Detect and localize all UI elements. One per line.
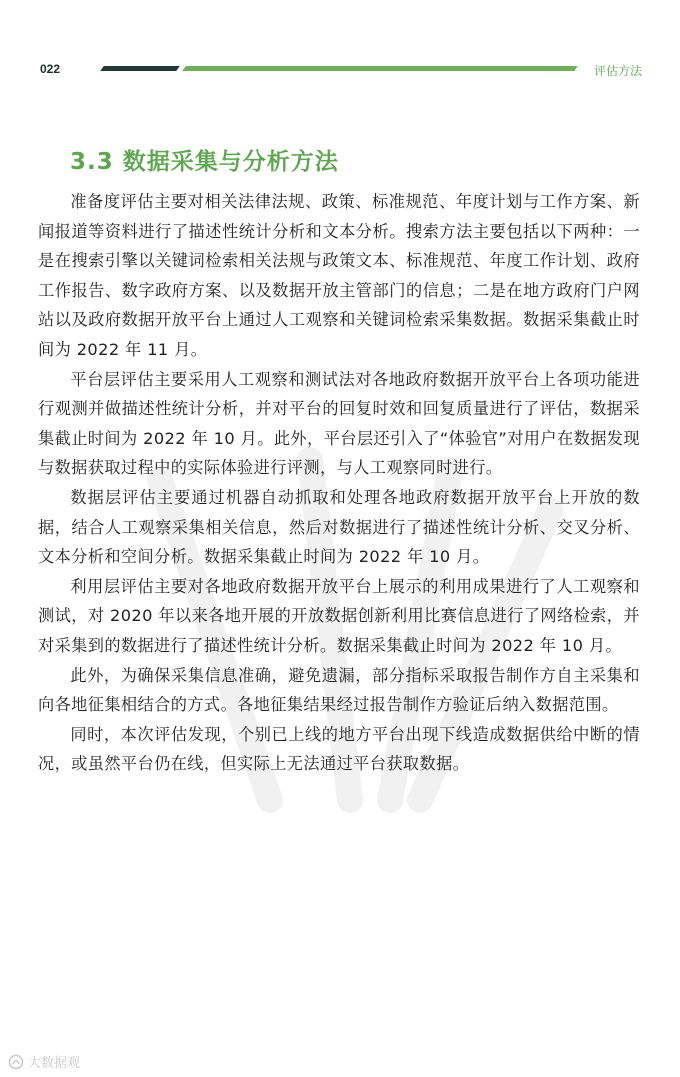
brand-logo-icon <box>8 1054 24 1070</box>
paragraph-findings: 同时，本次评估发现，个别已上线的地方平台出现下线造成数据供给中断的情况，或虽然平台仍在线，但实际上无法通过平台获取数据。 <box>38 724 640 774</box>
paragraph-utilization: 利用层评估主要对各地政府数据开放平台上展示的利用成果进行了人工观察和测试，对 2020 年以来各地开展的开放数据创新利用比赛信息进行了网络检索，并对采集到的数据进行了描述性统计分析。数据采集截止时间为 2022 年 10 月。 <box>38 576 640 655</box>
footer-watermark <box>8 1052 80 1071</box>
paragraph-data: 数据层评估主要通过机器自动抓取和处理各地政府数据开放平台上开放的数据，结合人工观察采集相关信息，然后对数据进行了描述性统计分析、交叉分析、文本分析和空间分析。数据采集截止时间为 2022 年 10 月。 <box>38 487 640 567</box>
header-dark-bar <box>100 66 180 71</box>
body-text <box>38 187 640 779</box>
watermark-text: 大数据观 <box>28 1056 81 1071</box>
page-header <box>0 0 680 90</box>
paragraph-platform: 平台层评估主要采用人工观察和测试法对各地政府数据开放平台上各项功能进行观测并做描述性统计分析，并对平台的回复时效和回复质量进行了评估，数据采集截止时间为 2022 年 10 月。此外，平台层还引入了“体验官”对用户在数据发现与数据获取过程中的实际体验进行评测，与人工观察同时进行。 <box>38 369 640 478</box>
section-tag: 评估方法 <box>593 64 642 78</box>
page-number: 022 <box>40 62 61 76</box>
paragraph-collection: 此外，为确保采集信息准确，避免遗漏，部分指标采取报告制作方自主采集和向各地征集相结合的方式。各地征集结果经过报告制作方验证后纳入数据范围。 <box>38 665 640 715</box>
section-title: 3.3 数据采集与分析方法 <box>70 149 339 175</box>
header-green-bar <box>182 66 578 71</box>
paragraph-readiness: 准备度评估主要对相关法律法规、政策、标准规范、年度计划与工作方案、新闻报道等资料进行了描述性统计分析和文本分析。搜索方法主要包括以下两种：一是在搜索引擎以关键词检索相关法规与政策文本、标准规范、年度工作计划、政府工作报告、数字政府方案、以及数据开放主管部门的信息；二是在地方政府门户网站以及政府数据开放平台上通过人工观察和关键词检索采集数据。数据采集截止时间为 2022 年 11 月。 <box>38 192 640 359</box>
